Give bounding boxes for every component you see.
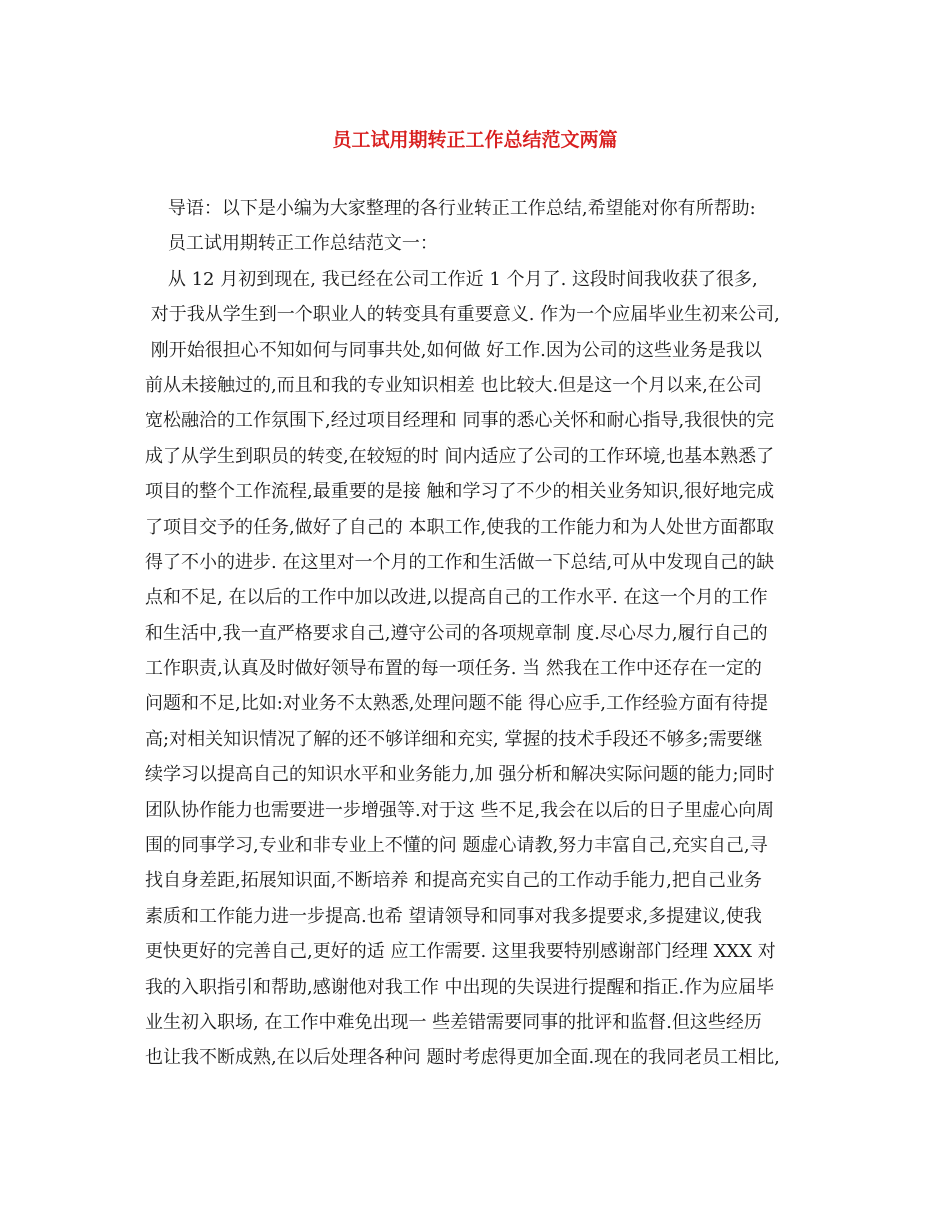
paragraph-line: 项目的整个工作流程,最重要的是接 触和学习了不少的相关业务知识,很好地完成 bbox=[145, 481, 775, 503]
paragraph-line: 刚开始很担心不知如何与同事共处,如何做 好工作.因为公司的这些业务是我以 bbox=[145, 339, 762, 361]
paragraph-line: 工作职责,认真及时做好领导布置的每一项任务. 当 然我在工作中还存在一定的 bbox=[145, 658, 762, 680]
paragraph-line: 续学习以提高自己的知识水平和业务能力,加 强分析和解决实际问题的能力;同时 bbox=[145, 764, 775, 786]
paragraph-line: 高;对相关知识情况了解的还不够详细和充实, 掌握的技术手段还不够多;需要继 bbox=[145, 728, 763, 750]
paragraph-line: 点和不足, 在以后的工作中加以改进,以提高自己的工作水平. 在这一个月的工作 bbox=[145, 587, 768, 609]
paragraph-line: 问题和不足,比如:对业务不太熟悉,处理问题不能 得心应手,工作经验方面有待提 bbox=[145, 693, 768, 715]
paragraph-line: 找自身差距,拓展知识面,不断培养 和提高充实自己的工作动手能力,把自己业务 bbox=[145, 870, 762, 892]
paragraph-line: 导语：以下是小编为大家整理的各行业转正工作总结,希望能对你有所帮助: bbox=[145, 198, 756, 219]
paragraph-line: 素质和工作能力进一步提高.也希 望请领导和同事对我多提要求,多提建议,使我 bbox=[145, 905, 762, 927]
paragraph-line: 得了不小的进步. 在这里对一个月的工作和生活做一下总结,可从中发现自己的缺 bbox=[145, 551, 775, 573]
paragraph-line: 围的同事学习,专业和非专业上不懂的问 题虚心请教,努力丰富自己,充实自己,寻 bbox=[145, 835, 768, 857]
paragraph-line: 从 12 月初到现在, 我已经在公司工作近 1 个月了. 这段时间我收获了很多, bbox=[145, 268, 758, 290]
paragraph-line: 前从未接触过的,而且和我的专业知识相差 也比较大.但是这一个月以来,在公司 bbox=[145, 374, 762, 396]
document-body bbox=[145, 191, 825, 1076]
paragraph-line: 团队协作能力也需要进一步增强等.对于这 些不足,我会在以后的日子里虚心向周 bbox=[145, 799, 775, 821]
paragraph-line: 成了从学生到职员的转变,在较短的时 间内适应了公司的工作环境,也基本熟悉了 bbox=[145, 445, 775, 467]
document-title: 员工试用期转正工作总结范文两篇 bbox=[332, 129, 618, 151]
paragraph-line: 也让我不断成熟,在以后处理各种问 题时考虑得更加全面.现在的我同老员工相比, bbox=[145, 1047, 780, 1069]
paragraph-line: 对于我从学生到一个职业人的转变具有重要意义. 作为一个应届毕业生初来公司, bbox=[145, 304, 780, 326]
paragraph-line: 和生活中,我一直严格要求自己,遵守公司的各项规章制 度.尽心尽力,履行自己的 bbox=[145, 622, 768, 644]
paragraph-line: 员工试用期转正工作总结范文一： bbox=[145, 233, 438, 255]
paragraph-line: 我的入职指引和帮助,感谢他对我工作 中出现的失误进行提醒和指正.作为应届毕 bbox=[145, 976, 775, 998]
paragraph-line: 宽松融洽的工作氛围下,经过项目经理和 同事的悉心关怀和耐心指导,我很快的完 bbox=[145, 410, 775, 432]
paragraph-line: 更快更好的完善自己,更好的适 应工作需要. 这里我要特别感谢部门经理 XXX 对 bbox=[145, 941, 776, 963]
paragraph-line: 业生初入职场, 在工作中难免出现一 些差错需要同事的批评和监督.但这些经历 bbox=[145, 1011, 762, 1033]
paragraph-line: 了项目交予的任务,做好了自己的 本职工作,使我的工作能力和为人处世方面都取 bbox=[145, 516, 775, 538]
